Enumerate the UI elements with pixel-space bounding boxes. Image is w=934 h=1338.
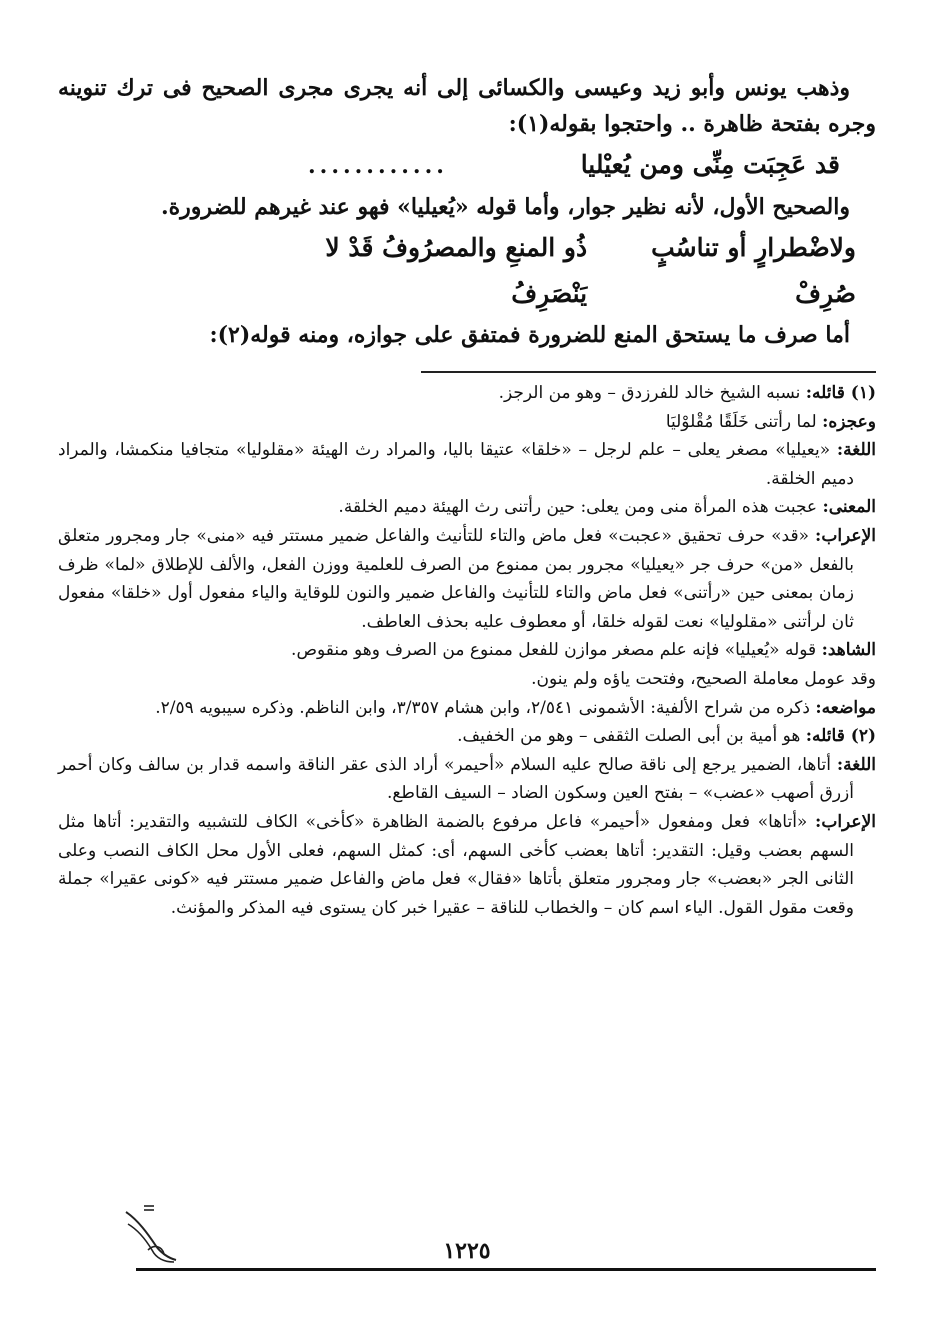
verse-1-first-hemistich: قد عَجِبَت مِنِّى ومن يُعيْليا	[580, 150, 840, 179]
verse-2-second-hemistich: ذُو المنعِ والمصرُوفُ قَدْ لا يَنْصَرِفُ	[325, 233, 588, 308]
footnote-1-evidence-cont: وقد عومل معاملة الصحيح، وفتحت ياؤه ولم ينون.	[531, 668, 876, 689]
footnote-2-sayer: (٢) قائله: هو أمية بن أبى الصلت الثقفى – وهو من الخفيف.	[457, 726, 876, 747]
footnote-1-meaning: المعنى: عجبت هذه المرأة منى ومن يعلى: حين رأتنى رث الهيئة دميم الخلقة.	[338, 497, 876, 518]
footnote-1-sayer: (١) قائله: نسبه الشيخ خالد للفرزدق – وهو من الرجز.	[498, 383, 876, 403]
footnote-1-language: اللغة: «يعيليا» مصغر يعلى – علم لرجل – «خلقا» عتيقا باليا، والمراد رث الهيئة «مقلوليا» متجافيا منكمشا، والمراد دميم الخلقة.	[58, 440, 876, 489]
verse-1	[58, 142, 876, 189]
footnotes	[58, 379, 876, 922]
footnote-1-evidence: الشاهد: قوله «يُعيليا» فإنه علم مصغر موازن للفعل ممنوع من الصرف وهو منقوص.	[291, 640, 876, 661]
footnote-divider	[421, 371, 876, 373]
verse-2	[58, 225, 876, 317]
verse-1-second-hemistich: ............	[308, 153, 448, 179]
footnote-2-parsing: الإعراب: «أتاها» فعل ومفعول «أحيمر» فاعل مرفوع بالضمة الظاهرة «كأخى» الكاف للتشبيه والتقدير: أتاها مثل السهم بعضب وقيل: التقدير: أتاها بعضب كأخى السهم، أى: كمثل السهم، فعلى الأول محل الكاف النصب وعلى الثانى الجر «بعضب» جار ومجرور متعلق بأتاها «فقال» فعل ماض والفاعل ضمير مستتر فيه «كونى عقيرا» جملة وقعت مقول القول. الياء اسم كان – والخطاب للناقة – عقيرا خبر كان يستوى فيه المذكر والمؤنث.	[58, 811, 876, 918]
paragraph-3: أما صرف ما يستحق المنع للضرورة فمتفق على جوازه، ومنه قوله(٢):	[209, 322, 850, 348]
page-number: ١٢٢٥	[443, 1238, 491, 1264]
main-text	[58, 70, 876, 353]
footnote-1-parsing: الإعراب: «قد» حرف تحقيق «عجبت» فعل ماض والتاء للتأنيث والفاعل ضمير مستتر فيه «منى» جار ومجرور متعلق بالفعل «من» حرف جر «يعيليا» مجرور بمن ممنوع من الصرف للعلمية ووزن الفعل، والألف للإطلاق «لما» ظرف زمان بمعنى حين «رأتنى» فعل ماض والتاء للتأنيث والفاعل ضمير والنون للوقاية والياء مفعول أول «خلقا» مفعول ثان لرأتنى «مقلوليا» نعت لقوله خلقا، أو معطوف عليه بحذف العاطف.	[58, 525, 876, 632]
bottom-divider	[136, 1268, 876, 1271]
verse-2-first-hemistich: ولاضْطرارٍ أو تناسُبٍ صُرِفْ	[651, 233, 856, 308]
footnote-2-language: اللغة: أتاها، الضمير يرجع إلى ناقة صالح عليه السلام «أحيمر» أراد الذى عقر الناقة واسمه قدار بن سالف وكان أحمر أزرق أصهب «عضب» – بفتح العين وسكون الضاد – السيف القاطع.	[58, 754, 876, 804]
page-content	[58, 70, 876, 922]
footnote-1-ending: وعجزه: لما رأتنى خَلَقًا مُقْلوْليَا	[665, 411, 876, 432]
paragraph-1: وذهب يونس وأبو زيد وعيسى والكسائى إلى أنه يجرى مجرى الصحيح فى ترك تنوينه وجره بفتحة ظاهرة .. واحتجوا بقوله(١):	[58, 75, 876, 137]
paragraph-2: والصحيح الأول، لأنه نظير جوار، وأما قوله «يُعيليا» فهو عند غيرهم للضرورة.	[161, 194, 850, 220]
footnote-1-sources: مواضعه: ذكره من شراح الألفية: الأشمونى ٢/٥٤١، وابن هشام ٣/٣٥٧، وابن الناظم. وذكره سيبويه ٢/٥٩.	[155, 697, 876, 718]
